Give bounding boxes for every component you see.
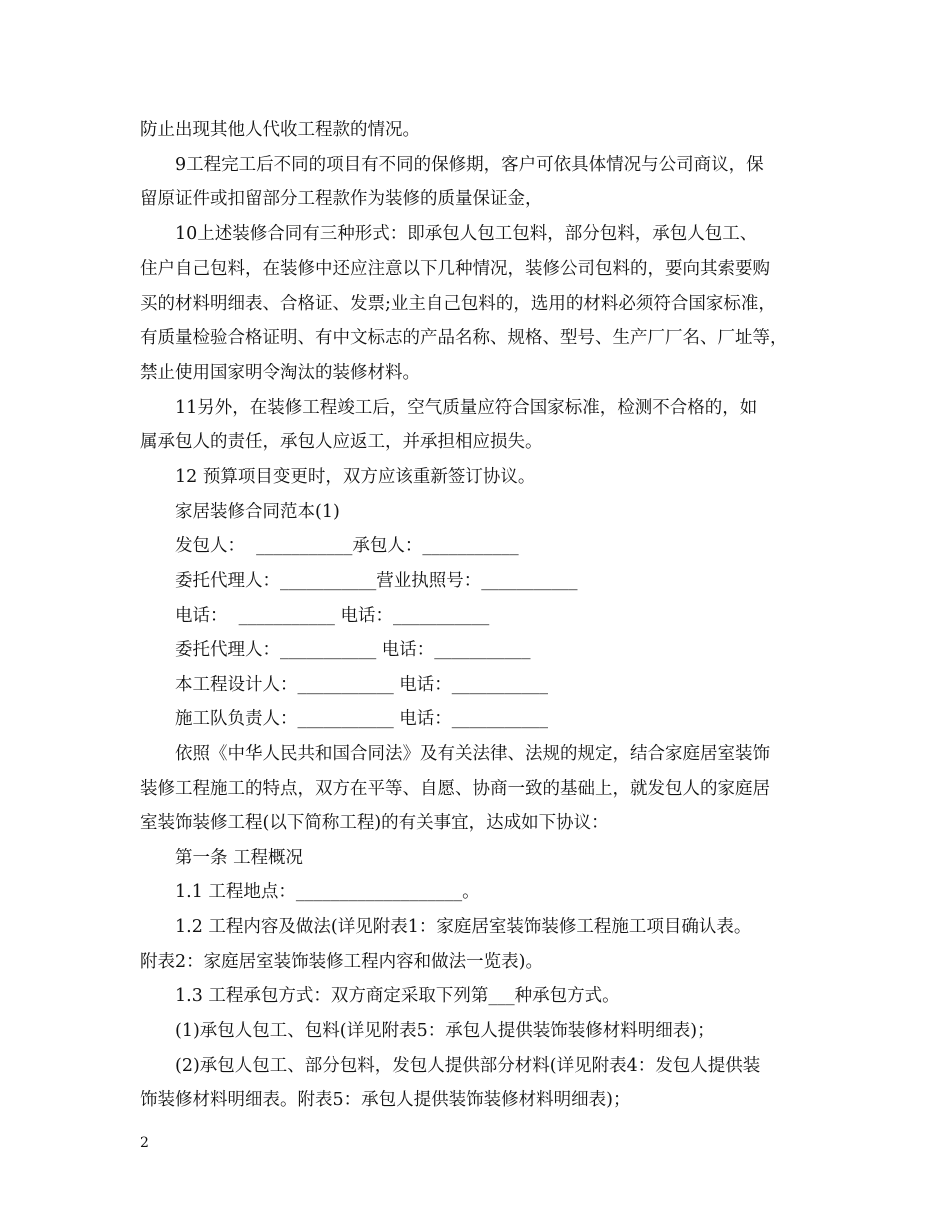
text-line: 依照《中华人民共和国合同法》及有关法律、法规的规定，结合家庭居室装饰 <box>175 744 770 764</box>
form-line: 委托代理人：___________ 电话：___________ <box>175 640 531 660</box>
text-line: 1.2 工程内容及做法(详见附表1：家庭居室装饰装修工程施工项目确认表。 <box>175 917 752 937</box>
text-line: 装修工程施工的特点，双方在平等、自愿、协商一致的基础上，就发包人的家庭居 <box>140 779 770 799</box>
text-line: 1.1 工程地点：___________________。 <box>175 882 480 902</box>
section-heading: 第一条 工程概况 <box>175 848 304 868</box>
form-line: 施工队负责人：___________ 电话：___________ <box>175 709 549 729</box>
text-line: 买的材料明细表、合格证、发票;业主自己包料的，选用的材料必须符合国家标准， <box>140 294 776 314</box>
form-line: 发包人： ___________承包人：___________ <box>175 536 519 556</box>
text-line: 附表2：家庭居室装饰装修工程内容和做法一览表)。 <box>140 952 543 972</box>
text-line: 室装饰装修工程(以下简称工程)的有关事宜，达成如下协议： <box>140 813 609 833</box>
text-line: 住户自己包料，在装修中还应注意以下几种情况，装修公司包料的，要向其索要购 <box>140 259 770 279</box>
form-line: 电话： ___________ 电话：___________ <box>175 606 490 626</box>
form-line: 委托代理人：___________营业执照号：___________ <box>175 571 578 591</box>
text-line: (2)承包人包工、部分包料，发包人提供部分材料(详见附表4：发包人提供装 <box>175 1056 761 1076</box>
text-line: 防止出现其他人代收工程款的情况。 <box>140 120 420 140</box>
text-line: 9工程完工后不同的项目有不同的保修期，客户可依具体情况与公司商议，保 <box>175 155 764 175</box>
text-line: 饰装修材料明细表。附表5：承包人提供装饰装修材料明细表)； <box>140 1090 631 1110</box>
contract-title: 家居装修合同范本(1) <box>175 502 340 522</box>
text-line: 11另外，在装修工程竣工后，空气质量应符合国家标准，检测不合格的，如 <box>175 398 758 418</box>
form-line: 本工程设计人：___________ 电话：___________ <box>175 675 549 695</box>
text-line: 12 预算项目变更时，双方应该重新签订协议。 <box>175 467 536 487</box>
text-line: 留原证件或扣留部分工程款作为装修的质量保证金， <box>140 189 543 209</box>
text-line: 10上述装修合同有三种形式：即承包人包工包料，部分包料，承包人包工、 <box>175 224 758 244</box>
text-line: 属承包人的责任，承包人应返工，并承担相应损失。 <box>140 432 543 452</box>
text-line: (1)承包人包工、包料(详见附表5：承包人提供装饰装修材料明细表)； <box>175 1021 715 1041</box>
page-number: 2 <box>140 1135 149 1151</box>
text-line: 1.3 工程承包方式：双方商定采取下列第___种承包方式。 <box>175 986 620 1006</box>
text-line: 有质量检验合格证明、有中文标志的产品名称、规格、型号、生产厂厂名、厂址等， <box>140 328 788 348</box>
text-line: 禁止使用国家明令淘汰的装修材料。 <box>140 363 420 383</box>
